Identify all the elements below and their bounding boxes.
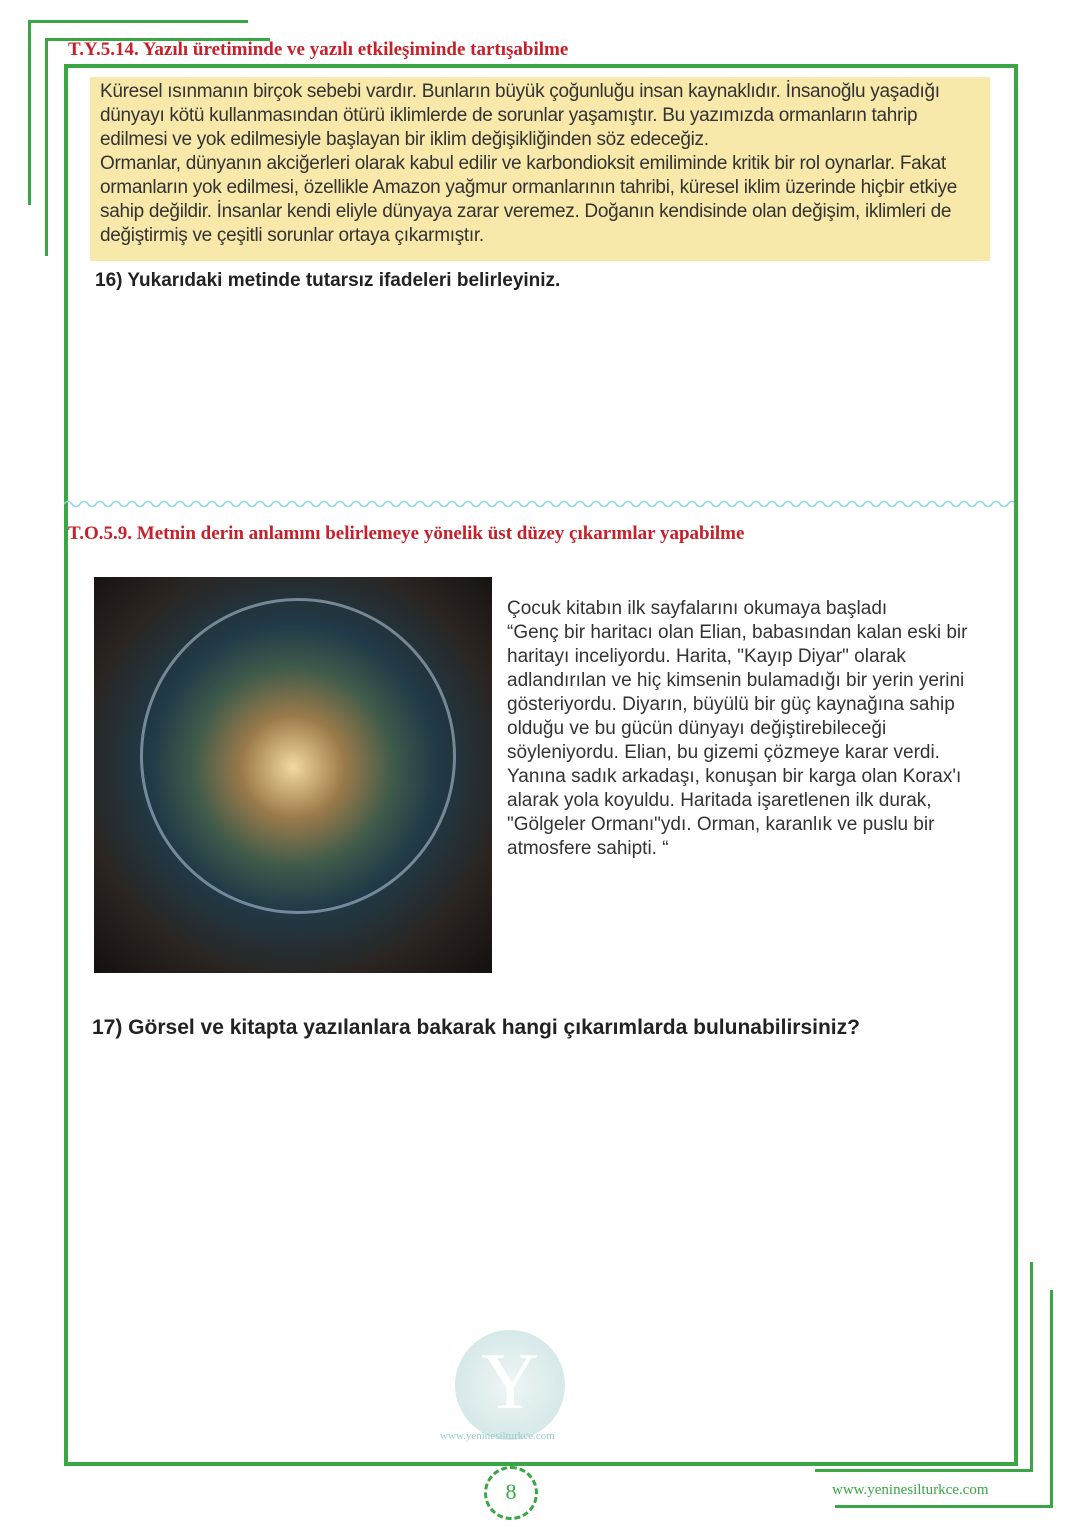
question-16: 16) Yukarıdaki metinde tutarsız ifadeleri belirleyiniz.: [95, 270, 561, 291]
answer-area-17[interactable]: [92, 1050, 972, 1300]
corner-line: [28, 20, 31, 205]
corner-line: [815, 1469, 1033, 1472]
corner-line: [1030, 1262, 1033, 1472]
section-heading-2: T.O.5.9. Metnin derin anlamını belirlemeye yönelik üst düzey çıkarımlar yapabilme: [68, 523, 745, 544]
passage-text: [100, 80, 985, 248]
question-17: 17) Görsel ve kitapta yazılanlara bakarak hangi çıkarımlarda bulunabilirsiniz?: [92, 1016, 860, 1039]
page-number: 8: [484, 1466, 538, 1520]
corner-line: [1050, 1290, 1053, 1508]
boy-reading-in-globe-image: [94, 577, 492, 973]
glass-globe: [140, 598, 456, 914]
corner-line: [835, 1505, 1053, 1508]
section-heading-1: T.Y.5.14. Yazılı üretiminde ve yazılı etkileşiminde tartışabilme: [68, 39, 569, 60]
watermark-logo: Y: [455, 1330, 565, 1440]
corner-line: [28, 20, 248, 23]
wavy-divider: [64, 497, 1014, 511]
corner-line: [45, 38, 48, 256]
answer-area-16[interactable]: [95, 300, 975, 490]
passage: Küresel ısınmanın birçok sebebi vardır. Bunların büyük çoğunluğu insan kaynaklıdır. İnsanoğlu yaşadığı dünyayı kötü kullanmasından ötürü iklimlerde de sorunlar yaşamıştır. Bu yazımızda ormanların tahrip edilmesi ve yok edilmesiyle başlayan bir iklim değişikliğinden söz edeceğiz. Ormanlar, dünyanın akciğerleri olarak kabul edilir ve karbondioksit emiliminde kritik bir rol oynarlar. Fakat ormanların yok edilmesi, özellikle Amazon yağmur ormanlarının tahribi, küresel iklim üzerinde hiçbir etkiye sahip değildir. İnsanlar kendi eliyle dünyaya zarar veremez. Doğanın kendisinde olan değişim, iklimleri de değiştirmiş ve çeşitli sorunlar ortaya çıkarmıştır.: [100, 81, 958, 246]
footer-website[interactable]: www.yeninesilturkce.com: [832, 1482, 989, 1498]
watermark-url: www.yeninesilturkce.com: [440, 1430, 555, 1442]
story-text: Çocuk kitabın ilk sayfalarını okumaya başladı “Genç bir haritacı olan Elian, babasından kalan eski bir haritayı inceliyordu. Harita, "Kayıp Diyar" olarak adlandırılan ve hiç kimsenin bulamadığı bir yerin yerini gösteriyordu. Diyarın, büyülü bir güç kaynağına sahip olduğu ve bu gücün dünyayı değiştirebileceği söyleniyordu. Elian, bu gizemi çözmeye karar verdi. Yanına sadık arkadaşı, konuşan bir karga olan Korax'ı alarak yola koyuldu. Haritada işaretlenen ilk durak, "Gölgeler Ormanı"ydı. Orman, karanlık ve puslu bir atmosfere sahipti. “: [507, 598, 968, 859]
